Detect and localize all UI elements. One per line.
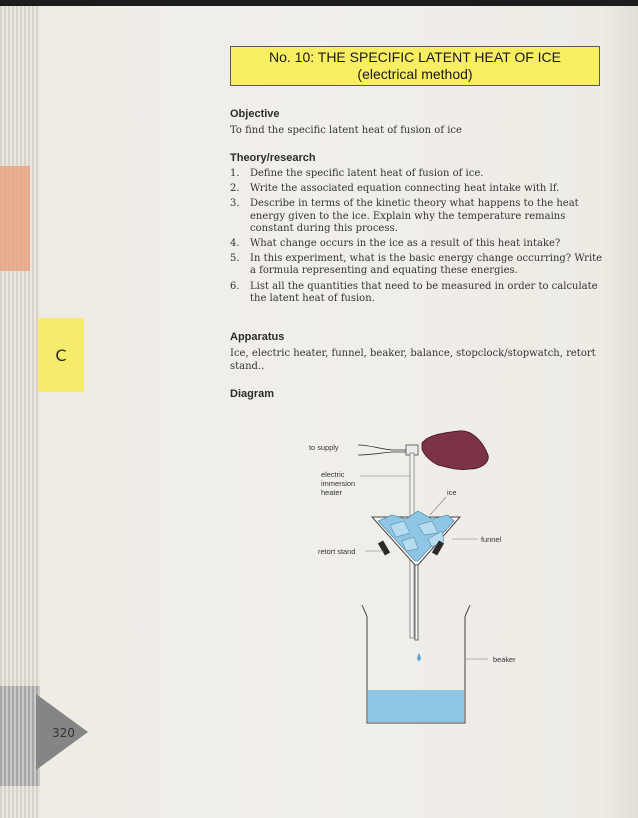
theory-item <box>230 198 610 235</box>
objective-text: To find the specific latent heat of fusion of ice <box>230 125 462 136</box>
theory-item-text: Describe in terms of the kinetic theory what happens to the heat energy given to the ice. Explain why the temperature remains constant during this process. <box>250 198 579 234</box>
theory-item <box>230 183 610 195</box>
theory-item <box>230 281 610 305</box>
orange-edge-marker <box>0 166 30 271</box>
funnel-stem <box>415 565 418 640</box>
apparatus-heading: Apparatus <box>230 331 285 343</box>
diagram-heading: Diagram <box>230 388 275 400</box>
title-line-1: No. 10: THE SPECIFIC LATENT HEAT OF ICE <box>269 49 561 65</box>
theory-item-number: 2. <box>230 183 240 195</box>
retort-clamp-left <box>378 540 390 555</box>
theory-item <box>230 253 610 277</box>
leader-ice <box>430 497 446 515</box>
label-to-supply: to supply <box>309 443 339 452</box>
section-letter: C <box>55 345 67 365</box>
experiment-title-box <box>230 46 600 86</box>
theory-item-number: 6. <box>230 280 240 292</box>
theory-item-number: 1. <box>230 168 240 179</box>
title-line-2: (electrical method) <box>357 66 473 82</box>
theory-item-number: 4. <box>230 238 240 250</box>
objective-heading: Objective <box>230 108 280 120</box>
section-tab <box>38 318 84 392</box>
label-heater-1: electric <box>321 470 345 479</box>
page-number: 320 <box>52 726 75 740</box>
theory-item <box>230 168 610 180</box>
theory-item-text: Define the specific latent heat of fusion of ice. <box>250 168 484 179</box>
label-beaker: beaker <box>493 655 516 664</box>
supply-wire-top <box>358 445 408 450</box>
label-heater-2: immersion <box>321 479 356 488</box>
hand-shape <box>422 431 488 470</box>
water-droplet <box>417 653 421 661</box>
theory-list <box>230 168 610 308</box>
theory-item-text: List all the quantities that need to be measured in order to calculate the latent heat of fusion. <box>250 280 598 304</box>
theory-item-number: 5. <box>230 253 240 265</box>
apparatus-text: Ice, electric heater, funnel, beaker, balance, stopclock/stopwatch, retort stand.. <box>230 348 596 372</box>
gray-edge-marker <box>0 686 40 786</box>
apparatus-diagram <box>300 425 540 730</box>
label-retort-stand: retort stand <box>318 547 356 556</box>
label-funnel: funnel <box>481 535 502 544</box>
theory-item <box>230 238 610 250</box>
theory-heading: Theory/research <box>230 152 316 164</box>
theory-item-number: 3. <box>230 198 240 210</box>
label-ice: ice <box>447 488 457 497</box>
beaker-water <box>368 690 464 722</box>
theory-item-text: What change occurs in the ice as a result of this heat intake? <box>250 238 561 250</box>
theory-item-text: In this experiment, what is the basic energy change occurring? Write a formula representing and equating these energies. <box>250 253 603 277</box>
supply-wire-bottom <box>358 452 408 455</box>
theory-item-text: Write the associated equation connecting heat intake with lf. <box>250 183 560 195</box>
label-heater-3: heater <box>321 488 342 497</box>
